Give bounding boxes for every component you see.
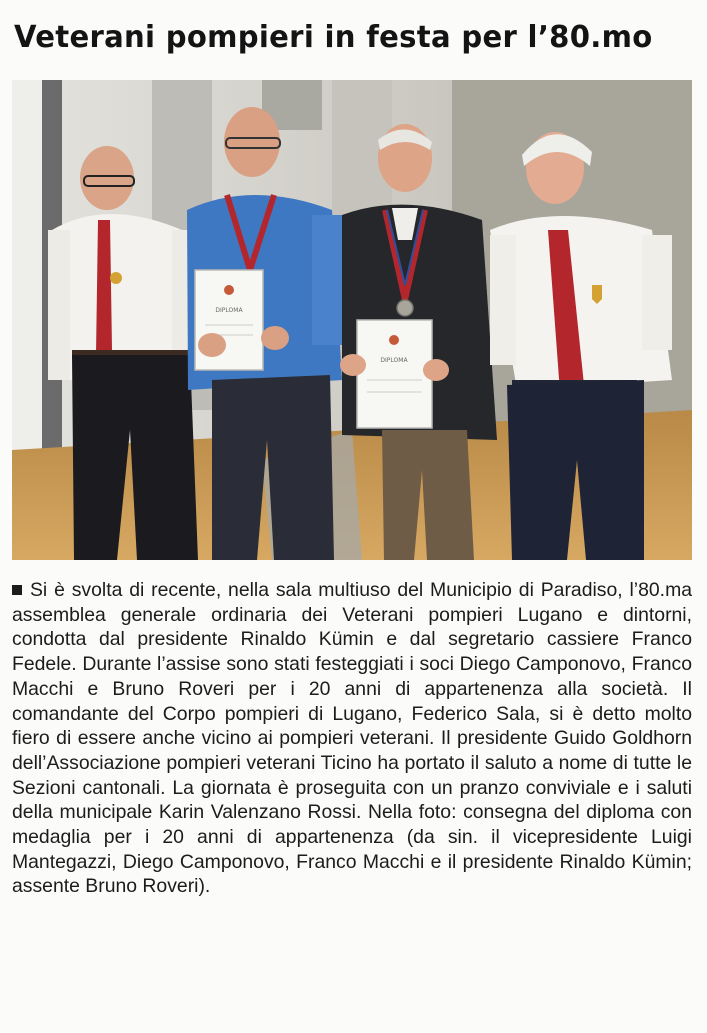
diploma-right: [357, 320, 432, 428]
bullet-square-icon: [12, 585, 22, 595]
svg-text:DIPLOMA: DIPLOMA: [380, 357, 408, 364]
svg-text:DIPLOMA: DIPLOMA: [215, 307, 243, 314]
article-body: [12, 578, 692, 899]
headline: Veterani pompieri in festa per l’80.mo: [14, 20, 653, 55]
article-photo: [12, 80, 692, 560]
article-text: Si è svolta di recente, nella sala multiuso del Municipio di Paradiso, l’80.ma assemblea generale ordinaria dei Veterani pompieri Lugano e dintorni, condotta dal presidente Rinaldo Kümin e dal segretario cassiere Franco Fedele. Durante l’assise sono stati festeggiati i soci Diego Camponovo, Franco Macchi e Bruno Roveri per i 20 anni di appartenenza alla società. Il comandante del Corpo pompieri di Lugano, Federico Sala, si è detto molto fiero di essere anche vicino ai pompieri veterani. Il presidente Guido Goldhorn dell’Associazione pompieri veterani Ticino ha portato il saluto a nome di tutte le Sezioni cantonali. La giornata è proseguita con un pranzo conviviale e i saluti della municipale Karin Valenzano Rossi. Nella foto: consegna del diploma con medaglia per i 20 anni di appartenenza (da sin. il vicepresidente Luigi Mantegazzi, Diego Camponovo, Franco Macchi e il presidente Rinaldo Kümin; assente Bruno Roveri).: [12, 579, 692, 898]
